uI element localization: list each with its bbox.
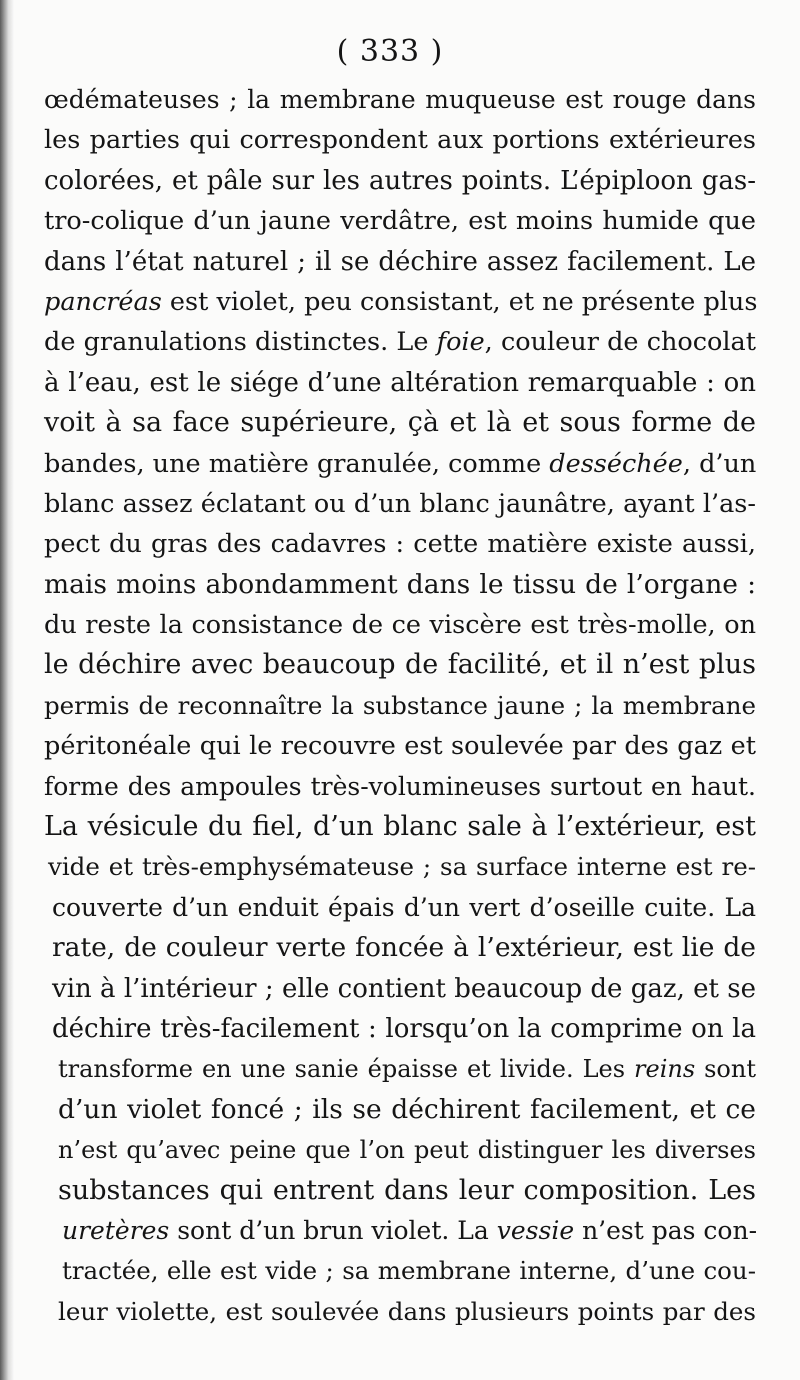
- text-line: [44, 484, 756, 524]
- text-run: colorées, et pâle sur les autres points. L’épiploon gas-: [44, 165, 756, 196]
- text-line: [44, 1211, 756, 1251]
- text-line: [44, 1292, 756, 1332]
- text-run: blanc assez éclatant ou d’un blanc jaunâtre, ayant l’as-: [44, 488, 756, 519]
- italic-term: desséchée: [549, 448, 683, 479]
- text-line: [44, 1009, 756, 1049]
- text-line: [44, 80, 756, 120]
- italic-term: pancréas: [44, 286, 162, 317]
- text-line: [44, 363, 756, 403]
- text-line: [44, 686, 756, 726]
- italic-term: foie: [436, 327, 485, 358]
- text-run: à l’eau, est le siége d’une altération remarquable : on: [44, 367, 756, 398]
- text-run: vin à l’intérieur ; elle contient beaucoup de gaz, et se: [52, 973, 756, 1004]
- text-line: [44, 242, 756, 282]
- text-run: les parties qui correspondent aux portions extérieures: [44, 125, 756, 156]
- text-line: [44, 282, 756, 322]
- text-run: est violet, peu consistant, et ne présente plus: [161, 286, 758, 317]
- italic-term: uretères: [62, 1215, 170, 1245]
- text-run: d’un violet foncé ; ils se déchirent facilement, et ce: [58, 1093, 756, 1125]
- text-run: rate, de couleur verte foncée à l’extérieur, est lie de: [52, 932, 756, 964]
- text-line: [44, 767, 756, 807]
- text-line: [44, 120, 756, 160]
- text-run: péritonéale qui le recouvre est soulevée par des gaz et: [44, 731, 756, 762]
- text-line: [44, 524, 756, 564]
- text-run: n’est pas con-: [574, 1215, 758, 1245]
- page-number: ( 333 ): [336, 34, 444, 69]
- text-run: La vésicule du fiel, d’un blanc sale à l’extérieur, est: [44, 811, 756, 843]
- text-line: [44, 161, 756, 201]
- text-line: [44, 1251, 756, 1291]
- text-run: couverte d’un enduit épais d’un vert d’oseille cuite. La: [52, 892, 756, 922]
- text-run: tractée, elle est vide ; sa membrane interne, d’une cou-: [62, 1256, 756, 1286]
- text-line: [44, 1171, 756, 1211]
- text-line: [44, 403, 756, 443]
- text-line: [44, 444, 756, 484]
- text-line: [44, 807, 756, 847]
- text-run: transforme en une sanie épaisse et livide. Les: [58, 1055, 635, 1084]
- text-run: pect du gras des cadavres : cette matière existe aussi,: [44, 529, 756, 560]
- text-run: de granulations distinctes. Le: [44, 327, 437, 358]
- page-edge-shadow: [0, 0, 14, 1380]
- text-run: , d’un: [682, 448, 757, 479]
- text-run: , couleur de chocolat: [484, 327, 756, 358]
- text-run: vide et très-emphysémateuse ; sa surface interne est re-: [48, 852, 756, 882]
- text-line: [44, 726, 756, 766]
- text-run: sont: [695, 1055, 756, 1084]
- text-run: du reste la consistance de ce viscère est très-molle, on: [44, 610, 756, 641]
- text-line: [44, 1090, 756, 1130]
- text-line: [44, 1130, 756, 1170]
- text-run: leur violette, est soulevée dans plusieurs points par des: [58, 1296, 756, 1326]
- text-line: [44, 645, 756, 685]
- text-run: voit à sa face supérieure, çà et là et sous forme de: [44, 407, 756, 439]
- text-line: [44, 201, 756, 241]
- italic-term: vessie: [496, 1215, 575, 1245]
- text-run: dans l’état naturel ; il se déchire assez facilement. Le: [44, 246, 756, 277]
- text-line: [44, 928, 756, 968]
- text-run: le déchire avec beaucoup de facilité, et il n’est plus: [44, 649, 756, 681]
- text-run: tro-colique d’un jaune verdâtre, est moins humide que: [44, 206, 756, 237]
- text-run: substances qui entrent dans leur composition. Les: [58, 1174, 756, 1206]
- text-run: bandes, une matière granulée, comme: [44, 448, 550, 479]
- text-line: [44, 1049, 756, 1089]
- text-run: mais moins abondamment dans le tissu de l’organe :: [44, 568, 756, 600]
- italic-term: reins: [634, 1055, 696, 1084]
- text-line: [44, 565, 756, 605]
- text-line: [44, 605, 756, 645]
- text-run: forme des ampoules très-volumineuses surtout en haut.: [44, 771, 756, 801]
- text-line: [44, 969, 756, 1009]
- text-run: œdémateuses ; la membrane muqueuse est rouge dans: [44, 85, 756, 114]
- text-run: permis de reconnaître la substance jaune ; la membrane: [44, 690, 756, 720]
- text-run: déchire très-facilement : lorsqu’on la comprime on la: [52, 1013, 756, 1044]
- text-run: n’est qu’avec peine que l’on peut distinguer les diverses: [58, 1136, 756, 1165]
- text-run: sont d’un brun violet. La: [169, 1215, 497, 1245]
- text-line: [44, 847, 756, 887]
- body-text: [44, 80, 756, 1332]
- text-line: [44, 322, 756, 362]
- text-line: [44, 888, 756, 928]
